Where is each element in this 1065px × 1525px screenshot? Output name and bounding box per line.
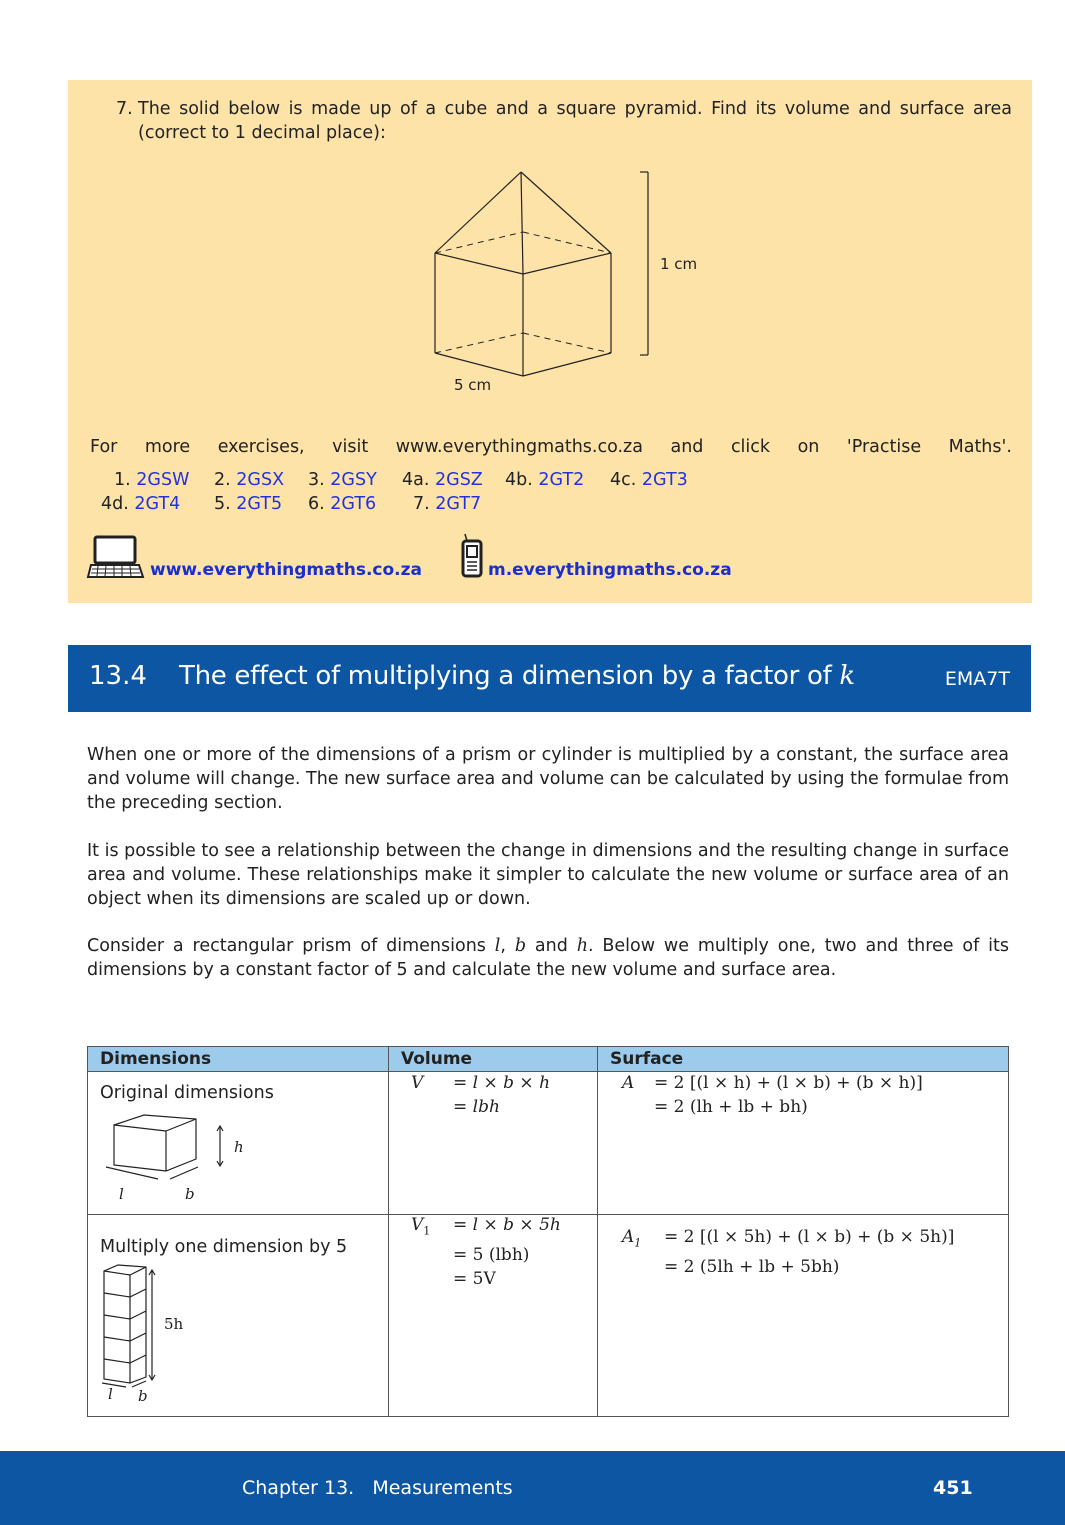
- column-divider: [388, 1047, 389, 1416]
- surface-line: = 2 [(l × 5h) + (l × b) + (b × 5h)]: [664, 1227, 955, 1247]
- volume-line: = 5V: [453, 1269, 496, 1290]
- cube-top-edge: [435, 253, 523, 274]
- pyramid-edge: [435, 172, 521, 253]
- surface-formula: [622, 1225, 954, 1279]
- volume-line: = l × b × h: [453, 1073, 551, 1093]
- code-link[interactable]: 2GT4: [134, 494, 181, 514]
- height-label: 1 cm: [660, 255, 698, 273]
- more-word: and: [670, 437, 704, 457]
- exercise-codes: [68, 470, 1032, 520]
- code-item: 4d. 2GT4: [101, 494, 181, 514]
- surface-lhs: A: [622, 1227, 635, 1247]
- code-link[interactable]: 2GT2: [538, 470, 585, 490]
- hidden-edge: [435, 333, 523, 353]
- code-item: 4b. 2GT2: [505, 470, 585, 490]
- code-link[interactable]: 2GSX: [236, 470, 285, 490]
- table-header: [88, 1047, 1008, 1072]
- paragraph-3: Consider a rectangular prism of dimensions l, b and h. Below we multiply one, two and three of its dimensions by a constant factor of 5 and calculate the new volume and surface area.: [87, 936, 1009, 980]
- code-item: 4c. 2GT3: [610, 470, 688, 490]
- cube-bottom-edge: [435, 353, 523, 376]
- breadth-var-label: b: [185, 1185, 195, 1203]
- box-figure: [100, 1107, 244, 1207]
- volume-formula: [411, 1213, 561, 1291]
- code-item: 5. 2GT5: [214, 494, 283, 514]
- surface-line: = 2 [(l × h) + (l × b) + (b × h)]: [654, 1073, 923, 1093]
- section-title: [179, 661, 855, 691]
- header-volume: Volume: [401, 1049, 473, 1069]
- more-word: visit: [332, 437, 369, 457]
- code-item: 4a. 2GSZ: [402, 470, 483, 490]
- section-number: 13.4: [89, 661, 147, 691]
- code-link[interactable]: 2GT6: [330, 494, 377, 514]
- code-item: 6. 2GT6: [308, 494, 377, 514]
- code-item: 1. 2GSW: [114, 470, 190, 490]
- cube-bottom-edge: [523, 353, 611, 376]
- desktop-link-label[interactable]: www.everythingmaths.co.za: [150, 560, 422, 580]
- hidden-edge: [523, 333, 611, 353]
- footer-chapter: Chapter 13. Measurements: [242, 1477, 513, 1499]
- cube-pyramid-figure: [428, 165, 728, 395]
- volume-formula: [411, 1071, 550, 1119]
- code-link[interactable]: 2GSZ: [435, 470, 483, 490]
- tall-box-figure: [100, 1261, 220, 1406]
- breadth-var-label: b: [138, 1387, 148, 1405]
- laptop-icon: [88, 535, 144, 579]
- column-divider: [597, 1047, 598, 1416]
- code-item: 7. 2GT7: [413, 494, 482, 514]
- row-label: Original dimensions: [100, 1083, 274, 1103]
- code-link[interactable]: 2GT5: [236, 494, 283, 514]
- cube-top-edge: [523, 253, 611, 274]
- width-label: 5 cm: [454, 376, 492, 394]
- height-var-label: 5h: [164, 1315, 184, 1333]
- code-link[interactable]: 2GT3: [641, 470, 688, 490]
- dimensions-table: [87, 1046, 1009, 1417]
- section-title-text: The effect of multiplying a dimension by a factor of: [179, 661, 840, 691]
- more-url[interactable]: www.everythingmaths.co.za: [395, 437, 643, 457]
- volume-lhs: V: [411, 1215, 424, 1235]
- desktop-link[interactable]: [88, 533, 422, 583]
- more-exercises-line: [90, 437, 1012, 457]
- surface-formula: [622, 1071, 923, 1119]
- more-word: 'Practise: [846, 437, 922, 457]
- section-title-variable: k: [839, 661, 855, 691]
- code-link[interactable]: 2GT7: [435, 494, 482, 514]
- code-item: 3. 2GSY: [308, 470, 377, 490]
- pyramid-edge: [521, 172, 523, 274]
- surface-line: = 2 (5lh + lb + 5bh): [664, 1257, 840, 1278]
- more-word: click: [730, 437, 771, 457]
- height-var-label: h: [234, 1138, 244, 1156]
- paragraph-2: It is possible to see a relationship between the change in dimensions and the resulting change in surface area and volume. These relationships make it simpler to calculate the new volume or surface area of an object when its dimensions are scaled up or down.: [87, 841, 1009, 909]
- question-number: 7.: [116, 99, 133, 119]
- exercise-question: [116, 97, 1012, 145]
- pyramid-edge: [521, 172, 611, 253]
- header-surface: Surface: [610, 1049, 684, 1069]
- volume-lhs-subscript: 1: [423, 1224, 431, 1238]
- surface-lhs: A: [622, 1073, 635, 1093]
- length-var-label: l: [119, 1185, 124, 1203]
- more-word: more: [144, 437, 191, 457]
- row-label: Multiply one dimension by 5: [100, 1237, 348, 1257]
- header-dimensions: Dimensions: [100, 1049, 212, 1069]
- length-var-label: l: [108, 1385, 113, 1403]
- surface-line: = 2 (lh + lb + bh): [654, 1097, 808, 1117]
- footer-page-number: 451: [933, 1477, 973, 1499]
- volume-line: = l × b × 5h: [453, 1215, 561, 1235]
- exercise-box: [68, 80, 1032, 603]
- more-word: Maths'.: [948, 437, 1012, 457]
- code-link[interactable]: 2GSY: [330, 470, 377, 490]
- surface-lhs-subscript: 1: [634, 1236, 642, 1250]
- mobile-link[interactable]: [458, 533, 758, 583]
- volume-lhs: V: [411, 1073, 424, 1093]
- hidden-edge: [435, 232, 523, 253]
- code-item: 2. 2GSX: [214, 470, 285, 490]
- more-word: exercises,: [217, 437, 305, 457]
- more-word: For: [90, 437, 118, 457]
- mobile-link-label[interactable]: m.everythingmaths.co.za: [488, 560, 732, 580]
- section-header: [68, 645, 1031, 712]
- volume-line: = 5 (lbh): [453, 1245, 530, 1266]
- question-text: The solid below is made up of a cube and a square pyramid. Find its volume and surface area (correct to 1 decimal place):: [138, 99, 1012, 143]
- hidden-edge: [523, 232, 611, 253]
- paragraph-1: When one or more of the dimensions of a prism or cylinder is multiplied by a constant, the surface area and volume will change. The new surface area and volume can be calculated by using the formulae from the preceding section.: [87, 745, 1009, 813]
- mobile-phone-icon: [460, 533, 486, 579]
- page-footer: [0, 1451, 1065, 1525]
- more-word: on: [797, 437, 820, 457]
- code-link[interactable]: 2GSW: [136, 470, 190, 490]
- volume-line: = lbh: [453, 1097, 500, 1117]
- section-code: EMA7T: [944, 668, 1010, 690]
